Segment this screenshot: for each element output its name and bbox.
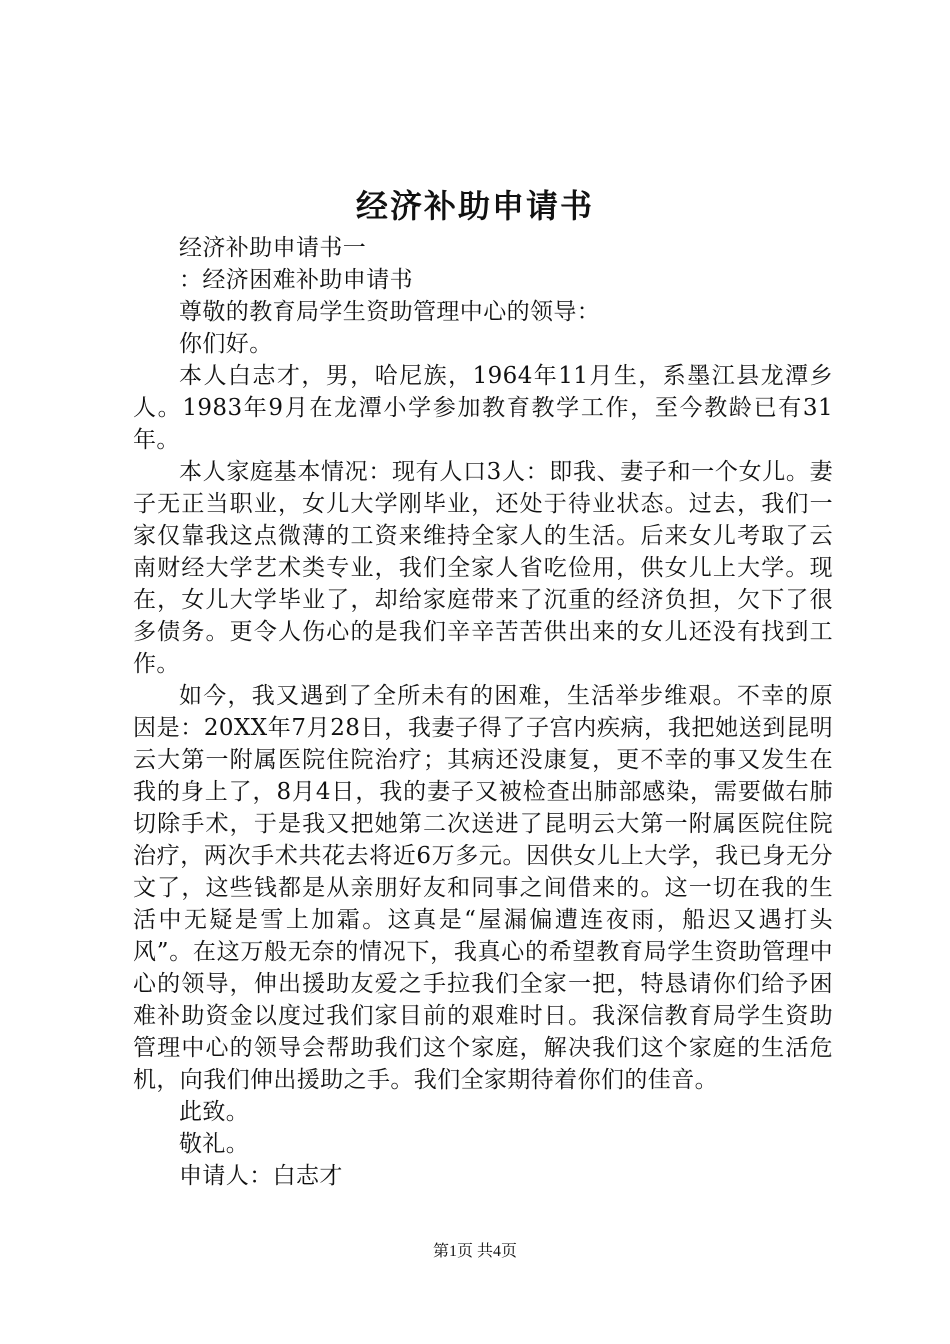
document-body (133, 232, 833, 1192)
paragraph-applicant: 申请人：白志才 (179, 1163, 343, 1189)
paragraph-family-situation: 本人家庭基本情况：现有人口3人：即我、妻子和一个女儿。妻子无正当职业，女儿大学刚毕业，还处于待业状态。过去，我们一家仅靠我这点微薄的工资来维持全家人的生活。后来女儿考取了云南财经大学艺术类专业，我们全家人省吃俭用，供女儿上大学。现在，女儿大学毕业了，却给家庭带来了沉重的经济负担，欠下了很多债务。更令人伤心的是我们辛辛苦苦供出来的女儿还没有找到工作。 (133, 459, 833, 677)
paragraph-closing: 此致。 (179, 1099, 250, 1125)
paragraph-subtitle: 经济补助申请书一 (179, 235, 367, 261)
paragraph-hardship: 如今，我又遇到了全所未有的困难，生活举步维艰。不幸的原因是：20XX年7月28日，我妻子得了子宫内疾病，我把她送到昆明云大第一附属医院住院治疗；其病还没康复，更不幸的事又发生在我的身上了，8月4日，我的妻子又被检查出肺部感染，需要做右肺切除手术，于是我又把她第二次送进了昆明云大第一附属医院住院治疗，两次手术共花去将近6万多元。因供女儿上大学，我已身无分文了，这些钱都是从亲朋好友和同事之间借来的。这一切在我的生活中无疑是雪上加霜。这真是“屋漏偏遭连夜雨，船迟又遇打头风”。在这万般无奈的情况下，我真心的希望教育局学生资助管理中心的领导，伸出援助友爱之手拉我们全家一把，特恳请你们给予困难补助资金以度过我们家目前的艰难时日。我深信教育局学生资助管理中心的领导会帮助我们这个家庭，解决我们这个家庭的生活危机，向我们伸出援助之手。我们全家期待着你们的佳音。 (133, 683, 833, 1093)
document-title: 经济补助申请书 (355, 187, 594, 225)
paragraph-self-introduction: 本人白志才，男，哈尼族，1964年11月生，系墨江县龙潭乡人。1983年9月在龙潭小学参加教育教学工作，至今教龄已有31年。 (133, 363, 833, 453)
paragraph-regards: 敬礼。 (179, 1131, 250, 1157)
page-indicator: 第1页 共4页 (432, 1243, 517, 1260)
paragraph-heading: ：经济困难补助申请书 (179, 267, 413, 293)
paragraph-salutation: 尊敬的教育局学生资助管理中心的领导： (179, 299, 601, 325)
paragraph-greeting: 你们好。 (179, 331, 273, 357)
